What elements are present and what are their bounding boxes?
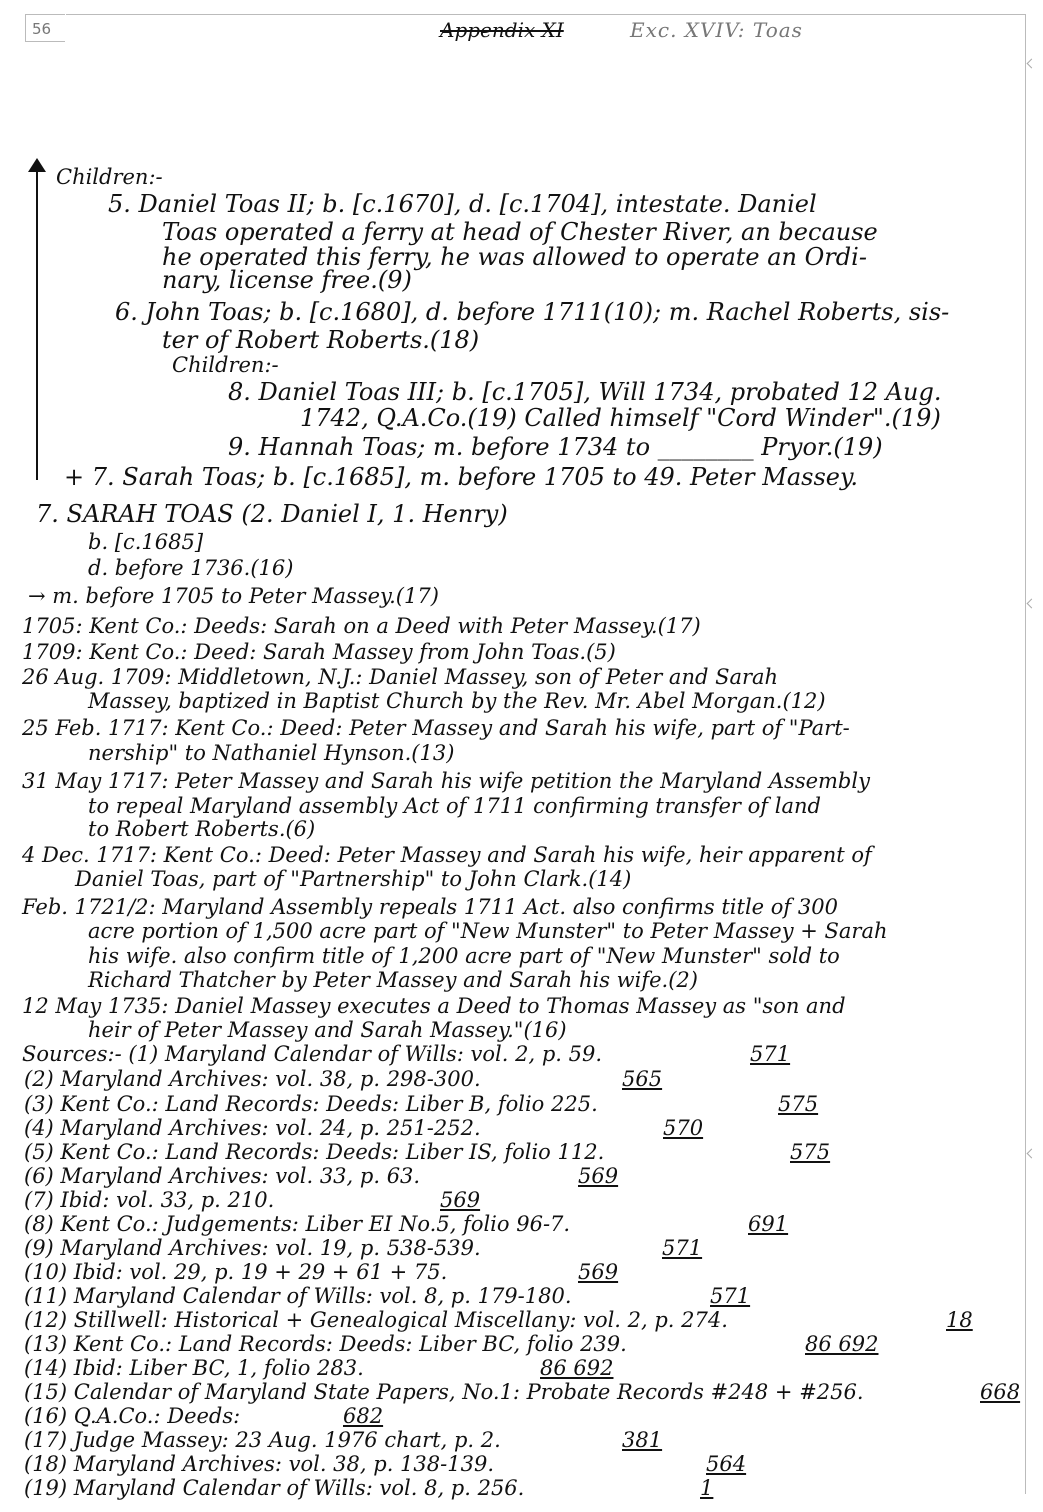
struck-header: Appendix XI xyxy=(440,18,564,42)
source-page-ref: 1 xyxy=(700,1476,714,1500)
source-entry: Sources:- (1) Maryland Calendar of Wills: vol. 2, p. 59. xyxy=(22,1042,603,1066)
source-page-ref: 575 xyxy=(790,1140,831,1164)
source-page-ref: 682 xyxy=(343,1404,384,1428)
manuscript-line: b. [c.1685] xyxy=(88,530,204,554)
manuscript-line: 5. Daniel Toas II; b. [c.1670], d. [c.1704], intestate. Daniel xyxy=(108,190,817,218)
manuscript-line: d. before 1736.(16) xyxy=(88,556,294,580)
manuscript-line: he operated this ferry, he was allowed to operate an Ordi- xyxy=(162,243,867,271)
page-number: 56 xyxy=(25,14,65,42)
source-entry: (7) Ibid: vol. 33, p. 210. xyxy=(24,1188,275,1212)
source-page-ref: 564 xyxy=(706,1452,747,1476)
source-page-ref: 565 xyxy=(622,1067,663,1091)
manuscript-line: 4 Dec. 1717: Kent Co.: Deed: Peter Massey and Sarah his wife, heir apparent of xyxy=(22,843,872,867)
source-page-ref: 571 xyxy=(710,1284,751,1308)
source-entry: (6) Maryland Archives: vol. 33, p. 63. xyxy=(24,1164,421,1188)
manuscript-line: ter of Robert Roberts.(18) xyxy=(162,326,480,354)
source-entry: (13) Kent Co.: Land Records: Deeds: Liber BC, folio 239. xyxy=(24,1332,627,1356)
source-page-ref: 668 xyxy=(980,1380,1021,1404)
source-page-ref: 86 692 xyxy=(805,1332,879,1356)
source-page-ref: 575 xyxy=(778,1092,819,1116)
source-page-ref: 86 692 xyxy=(540,1356,614,1380)
manuscript-line: Massey, baptized in Baptist Church by the Rev. Mr. Abel Morgan.(12) xyxy=(88,689,826,713)
source-entry: (17) Judge Massey: 23 Aug. 1976 chart, p. 2. xyxy=(24,1428,501,1452)
source-entry: (3) Kent Co.: Land Records: Deeds: Liber B, folio 225. xyxy=(24,1092,598,1116)
manuscript-line: 25 Feb. 1717: Kent Co.: Deed: Peter Massey and Sarah his wife, part of "Part- xyxy=(22,716,850,740)
source-entry: (15) Calendar of Maryland State Papers, No.1: Probate Records #248 + #256. xyxy=(24,1380,864,1404)
source-entry: (4) Maryland Archives: vol. 24, p. 251-252. xyxy=(24,1116,481,1140)
source-entry: (12) Stillwell: Historical + Genealogical Miscellany: vol. 2, p. 274. xyxy=(24,1308,728,1332)
source-entry: (18) Maryland Archives: vol. 38, p. 138-139. xyxy=(24,1452,494,1476)
manuscript-line: 9. Hannah Toas; m. before 1734 to ________ Pryor.(19) xyxy=(228,433,883,461)
source-entry: (16) Q.A.Co.: Deeds: xyxy=(24,1404,241,1428)
manuscript-line: 1709: Kent Co.: Deed: Sarah Massey from John Toas.(5) xyxy=(22,640,616,664)
manuscript-line: Daniel Toas, part of "Partnership" to John Clark.(14) xyxy=(75,867,632,891)
source-entry: (19) Maryland Calendar of Wills: vol. 8, p. 256. xyxy=(24,1476,525,1500)
source-page-ref: 570 xyxy=(663,1116,704,1140)
manuscript-line: 8. Daniel Toas III; b. [c.1705], Will 1734, probated 12 Aug. xyxy=(228,378,942,406)
manuscript-line: Children:- xyxy=(56,165,163,189)
manuscript-line: 1742, Q.A.Co.(19) Called himself "Cord Winder".(19) xyxy=(300,404,941,432)
manuscript-line: → m. before 1705 to Peter Massey.(17) xyxy=(28,584,439,608)
manuscript-line: Richard Thatcher by Peter Massey and Sarah his wife.(2) xyxy=(88,968,698,992)
manuscript-line: nary, license free.(9) xyxy=(162,266,412,294)
source-page-ref: 569 xyxy=(440,1188,481,1212)
manuscript-line: 1705: Kent Co.: Deeds: Sarah on a Deed with Peter Massey.(17) xyxy=(22,614,701,638)
manuscript-line: to repeal Maryland assembly Act of 1711 confirming transfer of land xyxy=(88,794,821,818)
source-entry: (14) Ibid: Liber BC, 1, folio 283. xyxy=(24,1356,364,1380)
margin-tick-mark xyxy=(1027,1149,1037,1159)
source-entry: (8) Kent Co.: Judgements: Liber EI No.5, folio 96-7. xyxy=(24,1212,571,1236)
frame-right-border xyxy=(1025,14,1026,1494)
manuscript-line: Children:- xyxy=(172,353,279,377)
manuscript-line: 12 May 1735: Daniel Massey executes a Deed to Thomas Massey as "son and xyxy=(22,994,846,1018)
frame-top-border xyxy=(66,14,1026,15)
source-entry: (11) Maryland Calendar of Wills: vol. 8, p. 179-180. xyxy=(24,1284,572,1308)
source-page-ref: 381 xyxy=(622,1428,663,1452)
margin-tick-mark xyxy=(1027,59,1037,69)
manuscript-line: heir of Peter Massey and Sarah Massey."(16) xyxy=(88,1018,567,1042)
manuscript-line: + 7. Sarah Toas; b. [c.1685], m. before 1705 to 49. Peter Massey. xyxy=(64,463,858,491)
source-page-ref: 569 xyxy=(578,1260,619,1284)
manuscript-line: to Robert Roberts.(6) xyxy=(88,817,316,841)
manuscript-line: acre portion of 1,500 acre part of "New Munster" to Peter Massey + Sarah xyxy=(88,919,888,943)
manuscript-line: Feb. 1721/2: Maryland Assembly repeals 1711 Act. also confirms title of 300 xyxy=(22,895,838,919)
source-page-ref: 569 xyxy=(578,1164,619,1188)
margin-tick-mark xyxy=(1027,599,1037,609)
manuscript-line: nership" to Nathaniel Hynson.(13) xyxy=(88,741,455,765)
bracket-line xyxy=(36,170,38,480)
source-entry: (5) Kent Co.: Land Records: Deeds: Liber IS, folio 112. xyxy=(24,1140,605,1164)
manuscript-line: his wife. also confirm title of 1,200 acre part of "New Munster" sold to xyxy=(88,944,840,968)
source-page-ref: 691 xyxy=(748,1212,789,1236)
source-page-ref: 18 xyxy=(946,1308,973,1332)
header-note: Exc. XVIV: Toas xyxy=(630,18,803,42)
manuscript-line: 31 May 1717: Peter Massey and Sarah his wife petition the Maryland Assembly xyxy=(22,769,870,793)
source-entry: (10) Ibid: vol. 29, p. 19 + 29 + 61 + 75. xyxy=(24,1260,448,1284)
manuscript-line: Toas operated a ferry at head of Chester River, an because xyxy=(162,218,878,246)
source-page-ref: 571 xyxy=(662,1236,703,1260)
source-entry: (9) Maryland Archives: vol. 19, p. 538-539. xyxy=(24,1236,481,1260)
manuscript-line: 6. John Toas; b. [c.1680], d. before 1711(10); m. Rachel Roberts, sis- xyxy=(115,298,950,326)
source-page-ref: 571 xyxy=(750,1042,791,1066)
manuscript-line: 26 Aug. 1709: Middletown, N.J.: Daniel Massey, son of Peter and Sarah xyxy=(22,665,779,689)
source-entry: (2) Maryland Archives: vol. 38, p. 298-300. xyxy=(24,1067,481,1091)
manuscript-line: 7. SARAH TOAS (2. Daniel I, 1. Henry) xyxy=(36,500,508,528)
